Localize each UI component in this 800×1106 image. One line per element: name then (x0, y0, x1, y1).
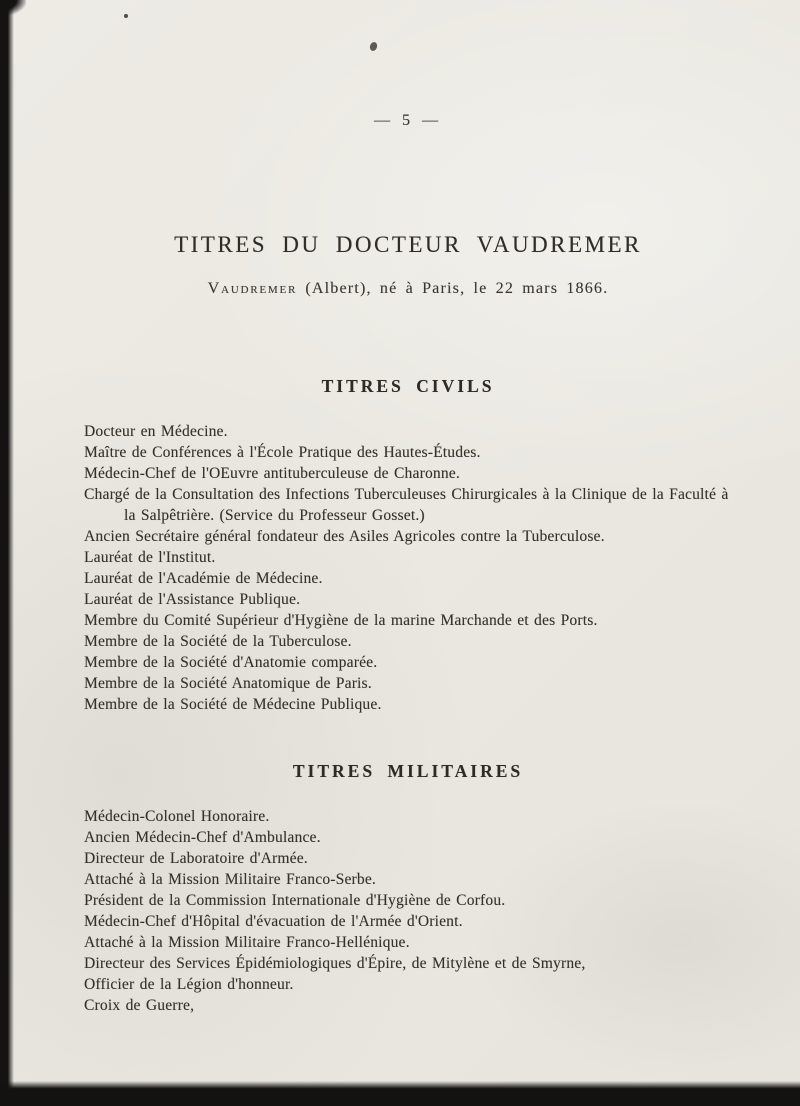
title-list-item: Directeur des Services Épidémiologiques d'Épire, de Mitylène et de Smyrne, (84, 955, 586, 972)
title-list-item: Président de la Commission Internationale d'Hygiène de Corfou. (84, 892, 506, 909)
section-titres-militaires (84, 761, 732, 1016)
section-heading-civils: TITRES CIVILS (321, 376, 495, 396)
title-list-item: Médecin-Chef de l'OEuvre antituberculeuse de Charonne. (84, 465, 460, 482)
title-list-item: Médecin-Colonel Honoraire. (84, 808, 270, 825)
title-list-item: Médecin-Chef d'Hôpital d'évacuation de l'Armée d'Orient. (84, 913, 463, 930)
title-list-item: Attaché à la Mission Militaire Franco-Hellénique. (84, 934, 410, 951)
scan-edge-bottom (0, 1081, 800, 1106)
page-content (0, 112, 800, 1016)
page-number: — 5 — (374, 112, 442, 129)
title-list-item: Membre du Comité Supérieur d'Hygiène de la marine Marchande et des Ports. (84, 612, 598, 629)
title-list-item: Attaché à la Mission Militaire Franco-Serbe. (84, 871, 376, 888)
section-heading-militaires: TITRES MILITAIRES (292, 761, 524, 781)
titles-list-militaires (84, 806, 732, 1016)
scan-edge-left (0, 0, 14, 1106)
title-list-item: Chargé de la Consultation des Infections Tuberculeuses Chirurgicales à la Clinique de la Faculté à la Salpêtrière. (Service du Professeur Gosset.) (84, 486, 729, 524)
title-list-item: Membre de la Société de Médecine Publique. (84, 696, 382, 713)
title-list-item: Ancien Secrétaire général fondateur des Asiles Agricoles contre la Tuberculose. (84, 528, 605, 545)
scan-speck-small (124, 14, 128, 18)
scan-speck (369, 41, 379, 52)
title-list-item: Docteur en Médecine. (84, 423, 228, 440)
title-list-item: Directeur de Laboratoire d'Armée. (84, 850, 308, 867)
title-list-item: Lauréat de l'Assistance Publique. (84, 591, 301, 608)
title-list-item: Maître de Conférences à l'École Pratique des Hautes-Études. (84, 444, 481, 461)
title-list-item: Officier de la Légion d'honneur. (84, 976, 294, 993)
title-list-item: Membre de la Société Anatomique de Paris. (84, 675, 372, 692)
title-list-item: Membre de la Société de la Tuberculose. (84, 633, 352, 650)
title-list-item: Lauréat de l'Institut. (84, 549, 216, 566)
title-list-item: Lauréat de l'Académie de Médecine. (84, 570, 323, 587)
scan-corner-top-left (0, 0, 26, 16)
title-list-item: Croix de Guerre, (84, 997, 195, 1014)
section-titres-civils (84, 376, 732, 715)
titles-list-civils (84, 421, 732, 715)
document-subtitle (84, 280, 732, 298)
title-list-item: Ancien Médecin-Chef d'Ambulance. (84, 829, 321, 846)
title-list-item: Membre de la Société d'Anatomie comparée. (84, 654, 378, 671)
subtitle-rest: (Albert), né à Paris, le 22 mars 1866. (297, 280, 609, 297)
document-title: TITRES DU DOCTEUR VAUDREMER (174, 232, 642, 257)
subtitle-name: Vaudremer (207, 280, 298, 297)
